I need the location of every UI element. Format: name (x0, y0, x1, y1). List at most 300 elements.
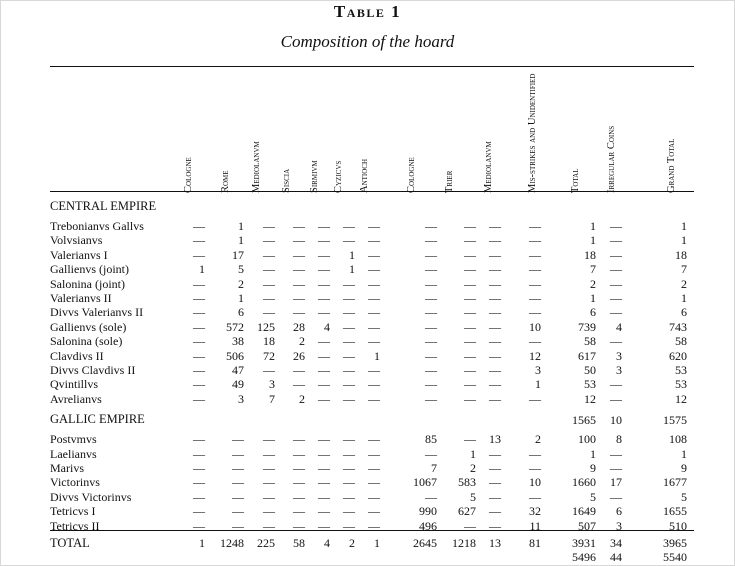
table-cell: — (318, 391, 330, 406)
table-cell: 1 (590, 446, 596, 461)
table-cell: 38 (232, 334, 244, 349)
table-cell: 125 (257, 319, 275, 334)
table-cell: — (293, 489, 305, 504)
section-heading: GALLIC EMPIRE (50, 412, 145, 427)
table-cell: 10 (529, 475, 541, 490)
section-summary-value: 1575 (663, 413, 687, 428)
column-header-label: Mis-strikes and Unidentified (527, 73, 538, 193)
top-rule (50, 66, 694, 67)
column-header-label: Irregular Coins (606, 125, 617, 193)
table-cell: — (529, 247, 541, 262)
table-cell: 100 (578, 432, 596, 447)
table-cell: 1 (681, 446, 687, 461)
table-cell: 18 (675, 247, 687, 262)
table-cell: — (193, 363, 205, 377)
table-cell: 7 (590, 262, 596, 277)
table-cell: — (464, 391, 476, 406)
table-cell: — (425, 247, 437, 262)
row-label: Tetricvs II (50, 518, 100, 533)
table-cell: 6 (590, 305, 596, 320)
table-cell: — (368, 291, 380, 305)
column-header (444, 170, 462, 204)
table-cell: 18 (263, 334, 275, 349)
table-cell: 12 (529, 348, 541, 363)
table-cell: — (232, 489, 244, 504)
table-cell: 6 (238, 305, 244, 320)
table-cell: 506 (226, 348, 244, 363)
table-cell: 10 (529, 319, 541, 334)
table-cell: 72 (263, 348, 275, 363)
table-cell: — (263, 233, 275, 248)
table-cell: — (489, 291, 501, 305)
column-header-label: Sirmivm (309, 160, 320, 193)
table-cell: 1 (238, 219, 244, 233)
table-cell: — (293, 262, 305, 277)
table-cell: — (368, 518, 380, 533)
table-cell: — (193, 446, 205, 461)
table-cell: — (318, 262, 330, 277)
total-cell: 2 (349, 536, 355, 550)
row-label: Victorinvs (50, 475, 100, 490)
table-cell: — (343, 432, 355, 447)
table-cell: — (263, 489, 275, 504)
table-cell: — (368, 334, 380, 349)
table-cell: 49 (232, 377, 244, 392)
table-cell: — (425, 446, 437, 461)
table-cell: 1660 (572, 475, 596, 490)
row-label: Salonina (sole) (50, 334, 123, 349)
table-cell: — (464, 276, 476, 291)
table-cell: — (368, 391, 380, 406)
table-cell: — (610, 262, 622, 277)
table-cell: 17 (232, 247, 244, 262)
total-cell: 81 (529, 536, 541, 550)
table-cell: — (293, 305, 305, 320)
table-cell: — (193, 489, 205, 504)
table-cell: — (343, 446, 355, 461)
table-cell: — (343, 348, 355, 363)
total-label: TOTAL (50, 536, 90, 550)
table-cell: — (489, 233, 501, 248)
table-cell: 2 (535, 432, 541, 447)
table-cell: 496 (419, 518, 437, 533)
table-cell: — (343, 291, 355, 305)
table-cell: — (610, 305, 622, 320)
section-summary-value: 1565 (572, 413, 596, 428)
table-cell: — (425, 363, 437, 377)
table-cell: — (343, 363, 355, 377)
table-cell: — (489, 461, 501, 475)
table-cell: — (343, 233, 355, 248)
table-cell: 28 (293, 319, 305, 334)
column-header-label: Cologne (183, 157, 194, 193)
table-cell: — (489, 276, 501, 291)
table-cell: — (293, 377, 305, 392)
column-header (483, 141, 501, 204)
table-cell: 2 (681, 276, 687, 291)
table-cell: — (425, 489, 437, 504)
row-label: Gallienvs (joint) (50, 262, 129, 277)
total-cell: 4 (324, 536, 330, 550)
table-cell: — (529, 291, 541, 305)
table-cell: — (232, 475, 244, 490)
table-cell: — (193, 348, 205, 363)
table-cell: — (610, 489, 622, 504)
table-cell: — (193, 291, 205, 305)
table-cell: 510 (669, 518, 687, 533)
table-cell: — (368, 461, 380, 475)
table-cell: — (489, 262, 501, 277)
column-header-label: Antioch (359, 158, 370, 193)
section-heading: CENTRAL EMPIRE (50, 199, 157, 213)
table-cell: — (343, 475, 355, 490)
total-cell: 13 (489, 536, 501, 550)
table-cell: 53 (675, 377, 687, 392)
table-cell: — (263, 291, 275, 305)
table-cell: — (263, 432, 275, 447)
table-cell: — (263, 305, 275, 320)
table-cell: 572 (226, 319, 244, 334)
table-cell: — (610, 461, 622, 475)
table-cell: 1 (590, 219, 596, 233)
table-cell: — (343, 334, 355, 349)
table-cell: — (318, 377, 330, 392)
table-cell: — (343, 391, 355, 406)
table-cell: — (529, 446, 541, 461)
table-cell: — (263, 504, 275, 519)
table-cell: — (464, 432, 476, 447)
column-header (220, 170, 238, 204)
table-cell: — (425, 319, 437, 334)
table-cell: 9 (590, 461, 596, 475)
table-cell: 3 (616, 363, 622, 377)
table-cell: 1 (681, 233, 687, 248)
table-cell: 3 (616, 348, 622, 363)
table-cell: 990 (419, 504, 437, 519)
table-cell: — (193, 219, 205, 233)
column-header (251, 141, 269, 204)
total-cell: 3931 (572, 536, 596, 550)
table-cell: — (489, 518, 501, 533)
table-cell: — (343, 305, 355, 320)
table-cell: 53 (675, 363, 687, 377)
row-label: Avrelianvs (50, 391, 102, 406)
table-cell: — (464, 247, 476, 262)
table-cell: — (343, 319, 355, 334)
table-cell: 58 (675, 334, 687, 349)
table-cell: — (464, 291, 476, 305)
table-cell: — (318, 247, 330, 262)
table-cell: — (318, 432, 330, 447)
total-cell: 2645 (413, 536, 437, 550)
table-cell: 32 (529, 504, 541, 519)
row-label: Gallienvs (sole) (50, 319, 127, 334)
table-cell: — (293, 219, 305, 233)
total-cell: 1 (374, 536, 380, 550)
total-second-value: 5496 (572, 550, 596, 564)
table-cell: 1 (374, 348, 380, 363)
table-cell: — (343, 276, 355, 291)
column-header-label: Cologne (406, 157, 417, 193)
table-cell: — (425, 348, 437, 363)
table-cell: — (232, 504, 244, 519)
table-cell: — (610, 391, 622, 406)
table-cell: — (489, 348, 501, 363)
table-cell: — (610, 219, 622, 233)
table-cell: — (232, 446, 244, 461)
table-cell: — (368, 504, 380, 519)
table-cell: 85 (425, 432, 437, 447)
table-cell: — (343, 219, 355, 233)
table-cell: — (263, 475, 275, 490)
table-cell: 5 (470, 489, 476, 504)
column-header (527, 73, 545, 204)
table-cell: 4 (616, 319, 622, 334)
table-cell: — (293, 363, 305, 377)
table-cell: — (318, 363, 330, 377)
table-cell: 1649 (572, 504, 596, 519)
table-cell: 2 (590, 276, 596, 291)
table-cell: — (464, 363, 476, 377)
table-cell: 6 (616, 504, 622, 519)
column-header (309, 160, 327, 204)
row-label: Divvs Valerianvs II (50, 305, 144, 320)
table-cell: — (464, 319, 476, 334)
column-header-label: Siscia (281, 168, 292, 193)
table-cell: 12 (675, 391, 687, 406)
table-cell: — (318, 276, 330, 291)
table-cell: 2 (299, 391, 305, 406)
table-cell: 1 (199, 262, 205, 277)
table-cell: — (464, 219, 476, 233)
table-cell: 13 (489, 432, 501, 447)
table-cell: — (293, 518, 305, 533)
table-cell: — (464, 518, 476, 533)
table-cell: — (368, 276, 380, 291)
row-label: Divvs Victorinvs (50, 489, 132, 504)
table-cell: — (193, 305, 205, 320)
table-cell: 1 (238, 291, 244, 305)
table-cell: — (529, 391, 541, 406)
table-cell: — (318, 334, 330, 349)
table-cell: — (293, 247, 305, 262)
row-label: Marivs (50, 461, 84, 475)
table-cell: — (368, 363, 380, 377)
table-cell: 2 (470, 461, 476, 475)
table-cell: — (425, 291, 437, 305)
table-cell: — (193, 319, 205, 334)
table-cell: — (263, 276, 275, 291)
table-cell: — (263, 247, 275, 262)
table-cell: — (193, 276, 205, 291)
table-cell: — (263, 446, 275, 461)
row-label: Trebonianvs Gallvs (50, 219, 144, 233)
table-cell: — (425, 233, 437, 248)
row-label: Tetricvs I (50, 504, 96, 519)
table-cell: — (489, 446, 501, 461)
row-label: Laelianvs (50, 446, 97, 461)
row-label: Postvmvs (50, 432, 97, 447)
table-cell: 743 (669, 319, 687, 334)
table-cell: — (425, 305, 437, 320)
table-cell: — (464, 305, 476, 320)
column-header (359, 158, 377, 204)
table-cell: — (489, 391, 501, 406)
table-cell: — (368, 489, 380, 504)
table-cell: — (368, 305, 380, 320)
table-cell: — (318, 291, 330, 305)
table-cell: — (368, 475, 380, 490)
table-cell: 1 (590, 291, 596, 305)
table-cell: — (318, 233, 330, 248)
table-cell: — (343, 461, 355, 475)
table-cell: — (293, 432, 305, 447)
table-cell: — (489, 489, 501, 504)
table-cell: — (193, 461, 205, 475)
table-cell: 47 (232, 363, 244, 377)
table-cell: — (318, 489, 330, 504)
table-cell: — (464, 262, 476, 277)
table-cell: — (529, 276, 541, 291)
table-cell: — (193, 377, 205, 392)
column-header (183, 157, 201, 204)
table-cell: — (293, 475, 305, 490)
table-cell: — (425, 262, 437, 277)
table-cell: — (293, 461, 305, 475)
table-cell: — (263, 518, 275, 533)
table-cell: 1655 (663, 504, 687, 519)
column-header-label: Total (570, 168, 581, 193)
total-cell: 225 (257, 536, 275, 550)
table-cell: 108 (669, 432, 687, 447)
table-cell: 3 (238, 391, 244, 406)
total-cell: 1218 (452, 536, 476, 550)
row-label: Valerianvs I (50, 247, 108, 262)
table-cell: 1 (681, 219, 687, 233)
total-second-value: 44 (610, 550, 622, 564)
table-cell: — (610, 247, 622, 262)
table-cell: — (425, 219, 437, 233)
column-header-label: Mediolanvm (251, 141, 262, 193)
table-cell: 8 (616, 432, 622, 447)
table-cell: — (368, 233, 380, 248)
column-header-label: Mediolanvm (483, 141, 494, 193)
table-cell: 5 (238, 262, 244, 277)
table-cell: — (343, 504, 355, 519)
table-cell: 1067 (413, 475, 437, 490)
table-cell: 50 (584, 363, 596, 377)
table-cell: — (318, 305, 330, 320)
table-cell: — (610, 446, 622, 461)
table-cell: 17 (610, 475, 622, 490)
table-cell: — (193, 475, 205, 490)
table-cell: — (425, 377, 437, 392)
table-cell: 1677 (663, 475, 687, 490)
column-header-label: Cyzicvs (333, 160, 344, 193)
column-header-label: Trier (444, 170, 455, 193)
table-cell: — (343, 489, 355, 504)
row-label: Valerianvs II (50, 291, 112, 305)
total-cell: 1 (199, 536, 205, 550)
table-cell: — (425, 276, 437, 291)
table-cell: — (263, 219, 275, 233)
table-cell: — (193, 247, 205, 262)
table-cell: — (610, 233, 622, 248)
table-cell: — (489, 363, 501, 377)
table-cell: 627 (458, 504, 476, 519)
total-cell: 58 (293, 536, 305, 550)
table-cell: — (489, 475, 501, 490)
table-cell: 11 (529, 518, 541, 533)
table-cell: — (368, 219, 380, 233)
column-header (570, 168, 588, 204)
table-cell: — (489, 504, 501, 519)
table-cell: 18 (584, 247, 596, 262)
table-cell: — (489, 247, 501, 262)
table-cell: 5 (681, 489, 687, 504)
table-subtitle: Composition of the hoard (280, 32, 455, 51)
table-cell: — (293, 276, 305, 291)
table-cell: 9 (681, 461, 687, 475)
total-cell: 3965 (663, 536, 687, 550)
table-cell: — (610, 334, 622, 349)
table-cell: — (193, 233, 205, 248)
table-cell: — (489, 334, 501, 349)
table-cell: — (293, 233, 305, 248)
table-cell: — (343, 518, 355, 533)
total-cell: 34 (610, 536, 622, 550)
section-summary-value: 10 (610, 413, 622, 428)
table-cell: — (489, 319, 501, 334)
table-cell: — (318, 461, 330, 475)
table-cell: 1 (349, 262, 355, 277)
table-cell: 6 (681, 305, 687, 320)
table-cell: — (368, 319, 380, 334)
table-cell: — (489, 305, 501, 320)
table-cell: 7 (269, 391, 275, 406)
table-cell: — (232, 461, 244, 475)
table-cell: — (318, 348, 330, 363)
table-cell: — (318, 475, 330, 490)
table-cell: — (368, 377, 380, 392)
column-header-label: Grand Total (666, 138, 677, 193)
table-cell: — (368, 446, 380, 461)
table-cell: 1 (681, 291, 687, 305)
table-cell: 2 (299, 334, 305, 349)
row-label: Clavdivs II (50, 348, 104, 363)
table-cell: 739 (578, 319, 596, 334)
table-cell: — (193, 391, 205, 406)
total-second-value: 5540 (663, 550, 687, 564)
table-cell: — (263, 363, 275, 377)
column-header (406, 157, 424, 204)
table-cell: 12 (584, 391, 596, 406)
table-cell: — (293, 446, 305, 461)
table-cell: — (464, 334, 476, 349)
table-cell: — (529, 262, 541, 277)
column-header (606, 125, 624, 204)
row-label: Salonina (joint) (50, 276, 125, 291)
table-cell: — (368, 432, 380, 447)
table-cell: 7 (681, 262, 687, 277)
table-cell: — (232, 432, 244, 447)
table-cell: 3 (535, 363, 541, 377)
row-label: Divvs Clavdivs II (50, 363, 136, 377)
column-header (333, 160, 351, 204)
table-cell: — (343, 377, 355, 392)
table-cell: — (464, 348, 476, 363)
column-header-label: Rome (220, 170, 231, 193)
